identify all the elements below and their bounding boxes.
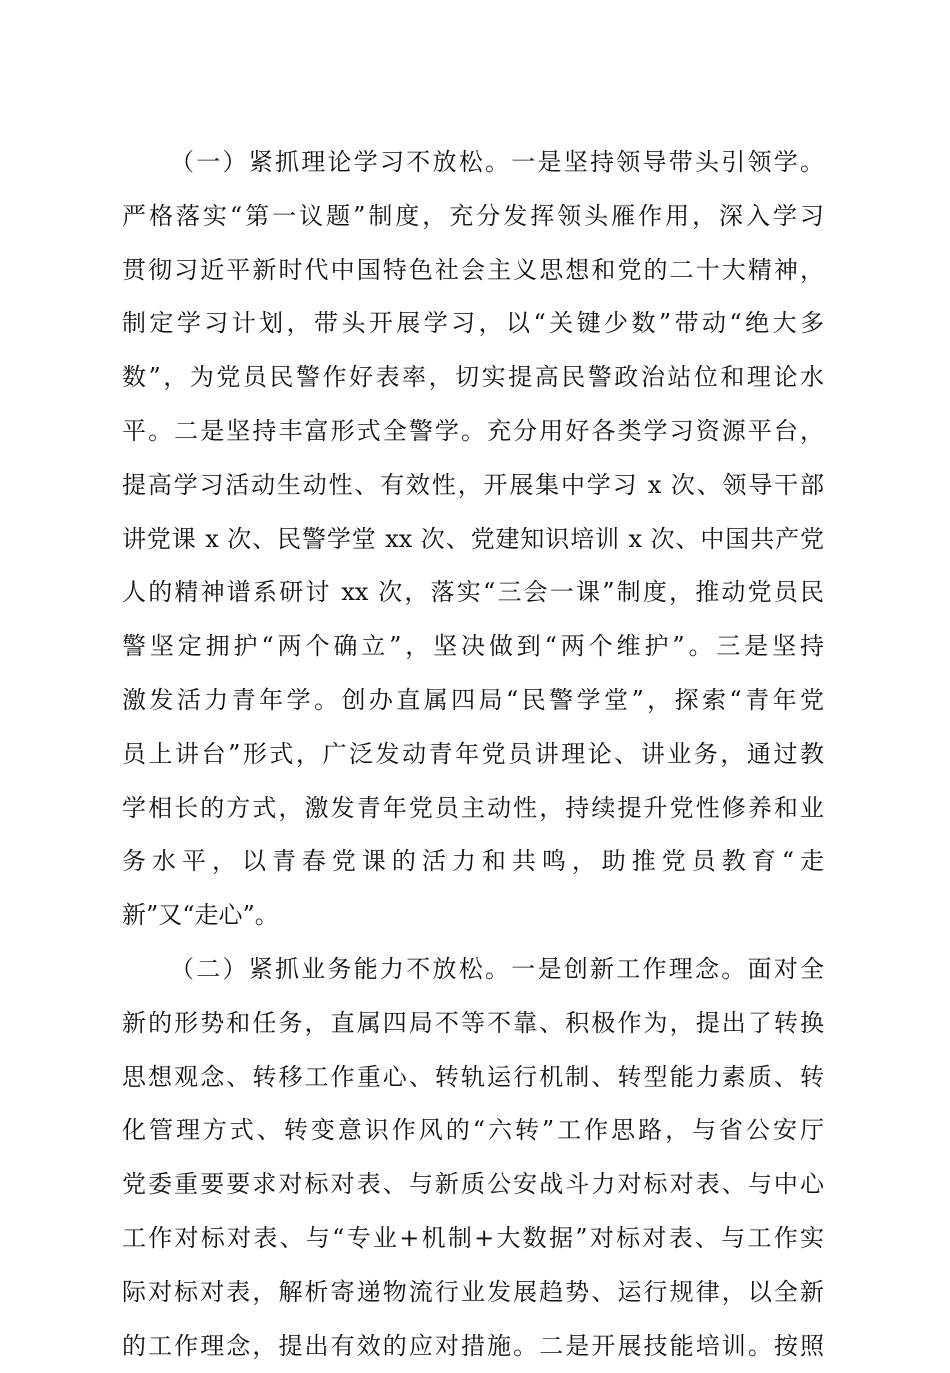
document-body — [122, 136, 824, 1373]
text-line: （一）紧抓理论学习不放松。一是坚持领导带头引领学。 — [170, 148, 824, 176]
text-line: 人的精神谱系研讨 xx 次，落实“三会一课”制度，推动党员民 — [122, 578, 824, 607]
text-line: 员上讲台”形式，广泛发动青年党员讲理论、讲业务，通过教 — [122, 739, 824, 768]
text-line: 严格落实“第一议题”制度，充分发挥领头雁作用，深入学习 — [122, 201, 824, 230]
text-line: 的工作理念，提出有效的应对措施。二是开展技能培训。按照 — [122, 1331, 824, 1360]
text-line: 际对标对表，解析寄递物流行业发展趋势、运行规律，以全新 — [122, 1277, 824, 1306]
text-line: 平。二是坚持丰富形式全警学。充分用好各类学习资源平台， — [122, 416, 824, 445]
text-line: 学相长的方式，激发青年党员主动性，持续提升党性修养和业 — [122, 793, 824, 822]
text-line: 数”，为党员民警作好表率，切实提高民警政治站位和理论水 — [122, 363, 824, 392]
paragraph-theory-study — [122, 136, 824, 943]
text-line: 激发活力青年学。创办直属四局“民警学堂”，探索“青年党 — [122, 685, 824, 714]
paragraph-business-capability — [122, 943, 824, 1373]
text-line: 新”又“走心”。 — [122, 901, 279, 930]
text-line: 讲党课 x 次、民警学堂 xx 次、党建知识培训 x 次、中国共产党 — [122, 524, 824, 553]
text-line: 化管理方式、转变意识作风的“六转”工作思路，与省公安厅 — [122, 1116, 824, 1145]
text-line: 新的形势和任务，直属四局不等不靠、积极作为，提出了转换 — [122, 1008, 824, 1037]
text-line: 贯彻习近平新时代中国特色社会主义思想和党的二十大精神， — [122, 255, 824, 284]
text-line: 务水平，以青春党课的活力和共鸣，助推党员教育“走 — [122, 847, 824, 876]
text-line: 提高学习活动生动性、有效性，开展集中学习 x 次、领导干部 — [122, 470, 824, 499]
text-line: 思想观念、转移工作重心、转轨运行机制、转型能力素质、转 — [122, 1062, 824, 1091]
text-line: 制定学习计划，带头开展学习，以“关键少数”带动“绝大多 — [122, 309, 824, 338]
text-line: 党委重要要求对标对表、与新质公安战斗力对标对表、与中心 — [122, 1170, 824, 1199]
text-line: 工作对标对表、与“专业+机制+大数据”对标对表、与工作实 — [122, 1223, 824, 1252]
text-line: 警坚定拥护“两个确立”，坚决做到“两个维护”。三是坚持 — [122, 632, 824, 661]
text-line: （二）紧抓业务能力不放松。一是创新工作理念。面对全 — [170, 954, 824, 983]
